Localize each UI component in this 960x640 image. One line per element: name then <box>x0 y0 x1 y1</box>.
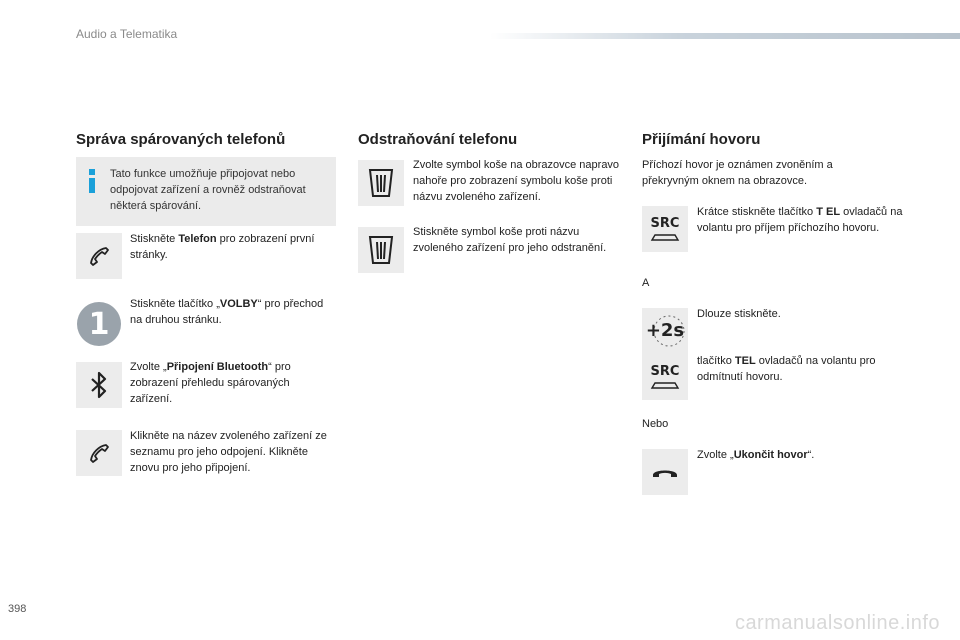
col2-step1: Zvolte symbol koše na obrazovce napravo nahoře pro zobrazení symbolu koše proti názvu zvoleného zařízení. <box>413 159 620 203</box>
watermark: carmanualsonline.info <box>734 612 940 634</box>
col1-step4: Klikněte na název zvoleného zařízení ze seznamu pro jeho odpojení. Klikněte znovu pro jeho připojení. <box>130 430 327 474</box>
info-text: Tato funkce umožňuje připojovat nebo odpojovat zařízení a rovněž odstraňovat některá spárování. <box>110 168 306 212</box>
src-button-icon <box>642 206 688 252</box>
or-label-a: A <box>642 277 650 289</box>
trash-icon <box>358 227 404 273</box>
col1-step2: Stiskněte tlačítko „VOLBY“ pro přechod na druhou stránku. <box>130 298 324 326</box>
info-icon <box>87 169 97 193</box>
col1-step3: Zvolte „Připojení Bluetooth“ pro zobrazení přehledu spárovaných zařízení. <box>130 361 291 405</box>
src-button-icon <box>642 354 688 400</box>
page-number: 398 <box>8 603 27 615</box>
header-line <box>490 33 960 39</box>
src-label: SRC <box>650 363 680 379</box>
col3-step2: Dlouze stiskněte. <box>697 308 781 320</box>
hang-up-icon <box>642 449 688 495</box>
trash-icon <box>358 160 404 206</box>
phone-icon <box>76 233 122 279</box>
info-box <box>76 157 336 226</box>
col3-step1: Krátce stiskněte tlačítko T EL ovladačů na volantu pro příjem příchozího hovoru. <box>697 206 903 234</box>
col3-intro: Příchozí hovor je oznámen zvoněním a překryvným oknem na obrazovce. <box>642 159 833 187</box>
hold-label: +2s <box>645 320 685 341</box>
src-label: SRC <box>650 215 680 231</box>
col3-step4: Zvolte „Ukončit hovor“. <box>697 449 815 461</box>
col2-step2: Stiskněte symbol koše proti názvu zvoleného zařízení pro jeho odstranění. <box>413 226 607 254</box>
bluetooth-icon <box>76 362 122 408</box>
col3-title: Přijímání hovoru <box>642 131 761 148</box>
col3-step3: tlačítko TEL ovladačů na volantu pro odmítnutí hovoru. <box>697 355 876 383</box>
or-label-nebo: Nebo <box>642 418 669 430</box>
phone-icon <box>76 430 122 476</box>
col1-title: Správa spárovaných telefonů <box>76 131 286 148</box>
hold-two-seconds-icon <box>642 308 688 354</box>
header-title: Audio a Telematika <box>76 27 178 41</box>
step-number-badge: 1 <box>77 302 121 346</box>
col1-step1: Stiskněte Telefon pro zobrazení první stránky. <box>130 233 315 261</box>
col2-title: Odstraňování telefonu <box>358 131 518 148</box>
